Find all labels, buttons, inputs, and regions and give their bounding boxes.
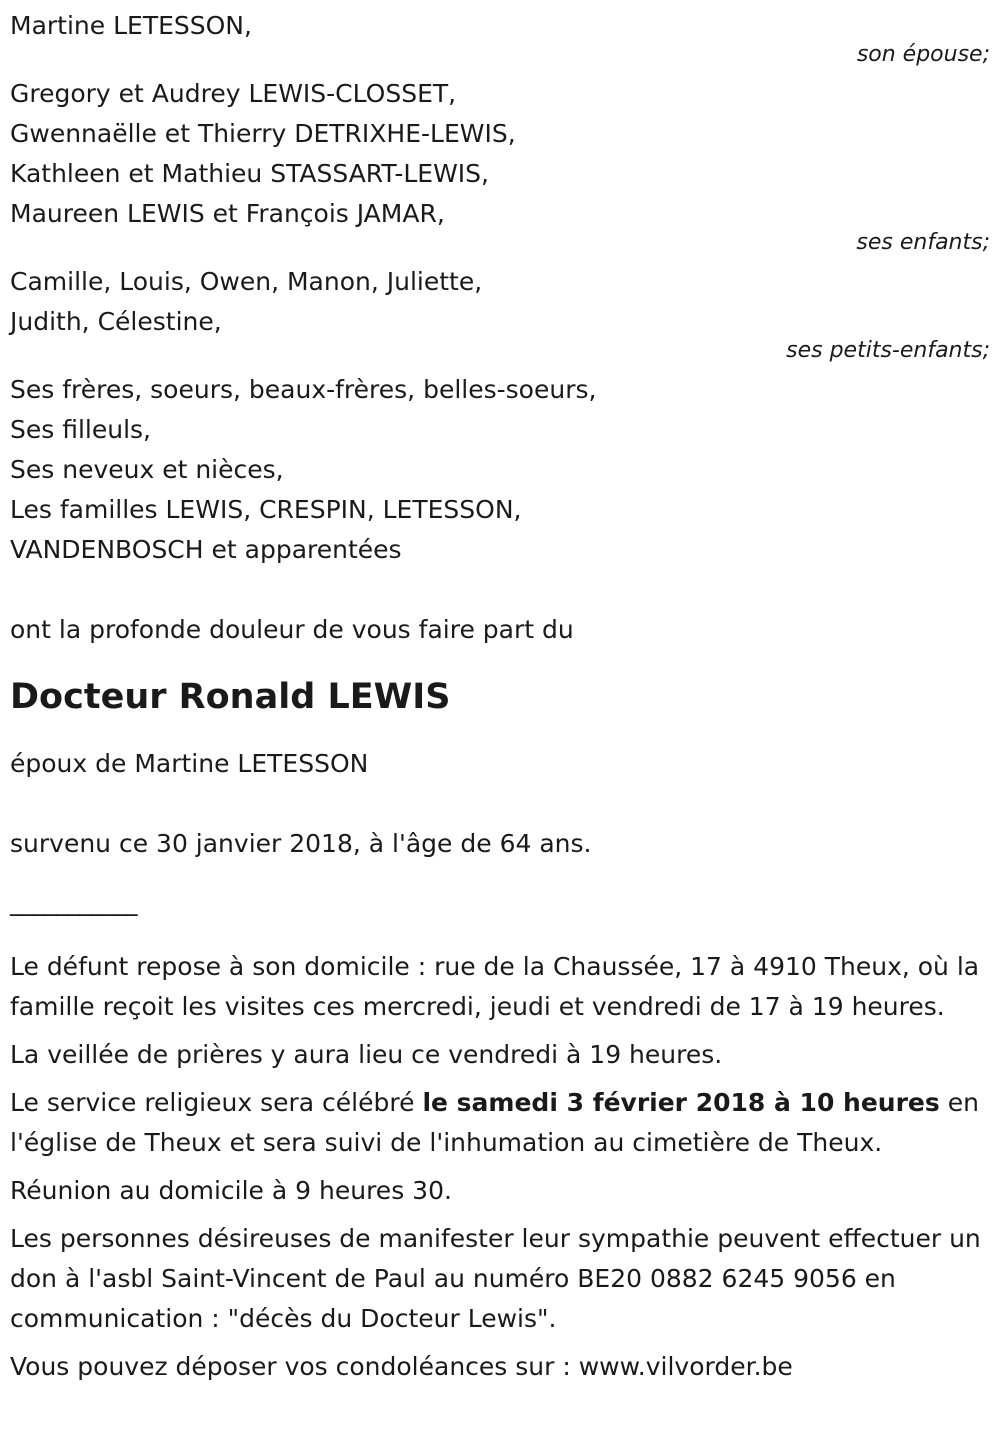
children-role: ses enfants; xyxy=(856,230,990,255)
obituary-document xyxy=(10,6,990,1395)
child-entry: Gregory et Audrey LEWIS-CLOSSET, xyxy=(10,79,457,108)
child-entry: Gwennaëlle et Thierry DETRIXHE-LEWIS, xyxy=(10,119,516,148)
relatives-entry: Les familles LEWIS, CRESPIN, LETESSON, xyxy=(10,495,522,524)
separator-line: ___________ xyxy=(10,887,137,916)
service-text-end: en l'église de Theux et sera suivi de l'inhumation au cimetière de Theux. xyxy=(10,1088,979,1157)
death-info: survenu ce 30 janvier 2018, à l'âge de 64 ans. xyxy=(10,829,592,858)
relatives-entry: VANDENBOSCH et apparentées xyxy=(10,535,402,564)
announcement-text: ont la profonde douleur de vous faire part du xyxy=(10,615,574,644)
service-paragraph xyxy=(10,1083,990,1163)
relatives-list xyxy=(10,370,990,570)
grandchildren-list xyxy=(10,262,990,342)
grandchildren-entry: Camille, Louis, Owen, Manon, Juliette, xyxy=(10,267,483,296)
reunion-paragraph: Réunion au domicile à 9 heures 30. xyxy=(10,1176,452,1205)
child-entry: Maureen LEWIS et François JAMAR, xyxy=(10,199,445,228)
spouse-role: son épouse; xyxy=(856,42,990,67)
relatives-entry: Ses filleuls, xyxy=(10,415,152,444)
service-date: le samedi 3 février 2018 à 10 heures xyxy=(422,1088,940,1117)
children-list xyxy=(10,74,990,234)
vigil-paragraph: La veillée de prières y aura lieu ce vendredi à 19 heures. xyxy=(10,1040,723,1069)
condolences-paragraph: Vous pouvez déposer vos condoléances sur : www.vilvorder.be xyxy=(10,1352,793,1381)
grandchildren-role: ses petits-enfants; xyxy=(786,338,990,363)
donation-paragraph: Les personnes désireuses de manifester leur sympathie peuvent effectuer un don à l'asbl Saint-Vincent de Paul au numéro BE20 0882 6245 9056 en communication : "décès du Docteur Lewis". xyxy=(10,1224,981,1333)
grandchildren-entry: Judith, Célestine, xyxy=(10,307,222,336)
rest-place-paragraph: Le défunt repose à son domicile : rue de la Chaussée, 17 à 4910 Theux, où la famille reçoit les visites ces mercredi, jeudi et vendredi de 17 à 19 heures. xyxy=(10,952,980,1021)
service-text-start: Le service religieux sera célébré xyxy=(10,1088,423,1117)
relatives-entry: Ses neveux et nièces, xyxy=(10,455,284,484)
deceased-name: Docteur Ronald LEWIS xyxy=(10,677,451,717)
spouse-name: Martine LETESSON, xyxy=(10,11,252,40)
relatives-entry: Ses frères, soeurs, beaux-frères, belles-soeurs, xyxy=(10,375,597,404)
child-entry: Kathleen et Mathieu STASSART-LEWIS, xyxy=(10,159,489,188)
spouse-of-text: époux de Martine LETESSON xyxy=(10,749,369,778)
